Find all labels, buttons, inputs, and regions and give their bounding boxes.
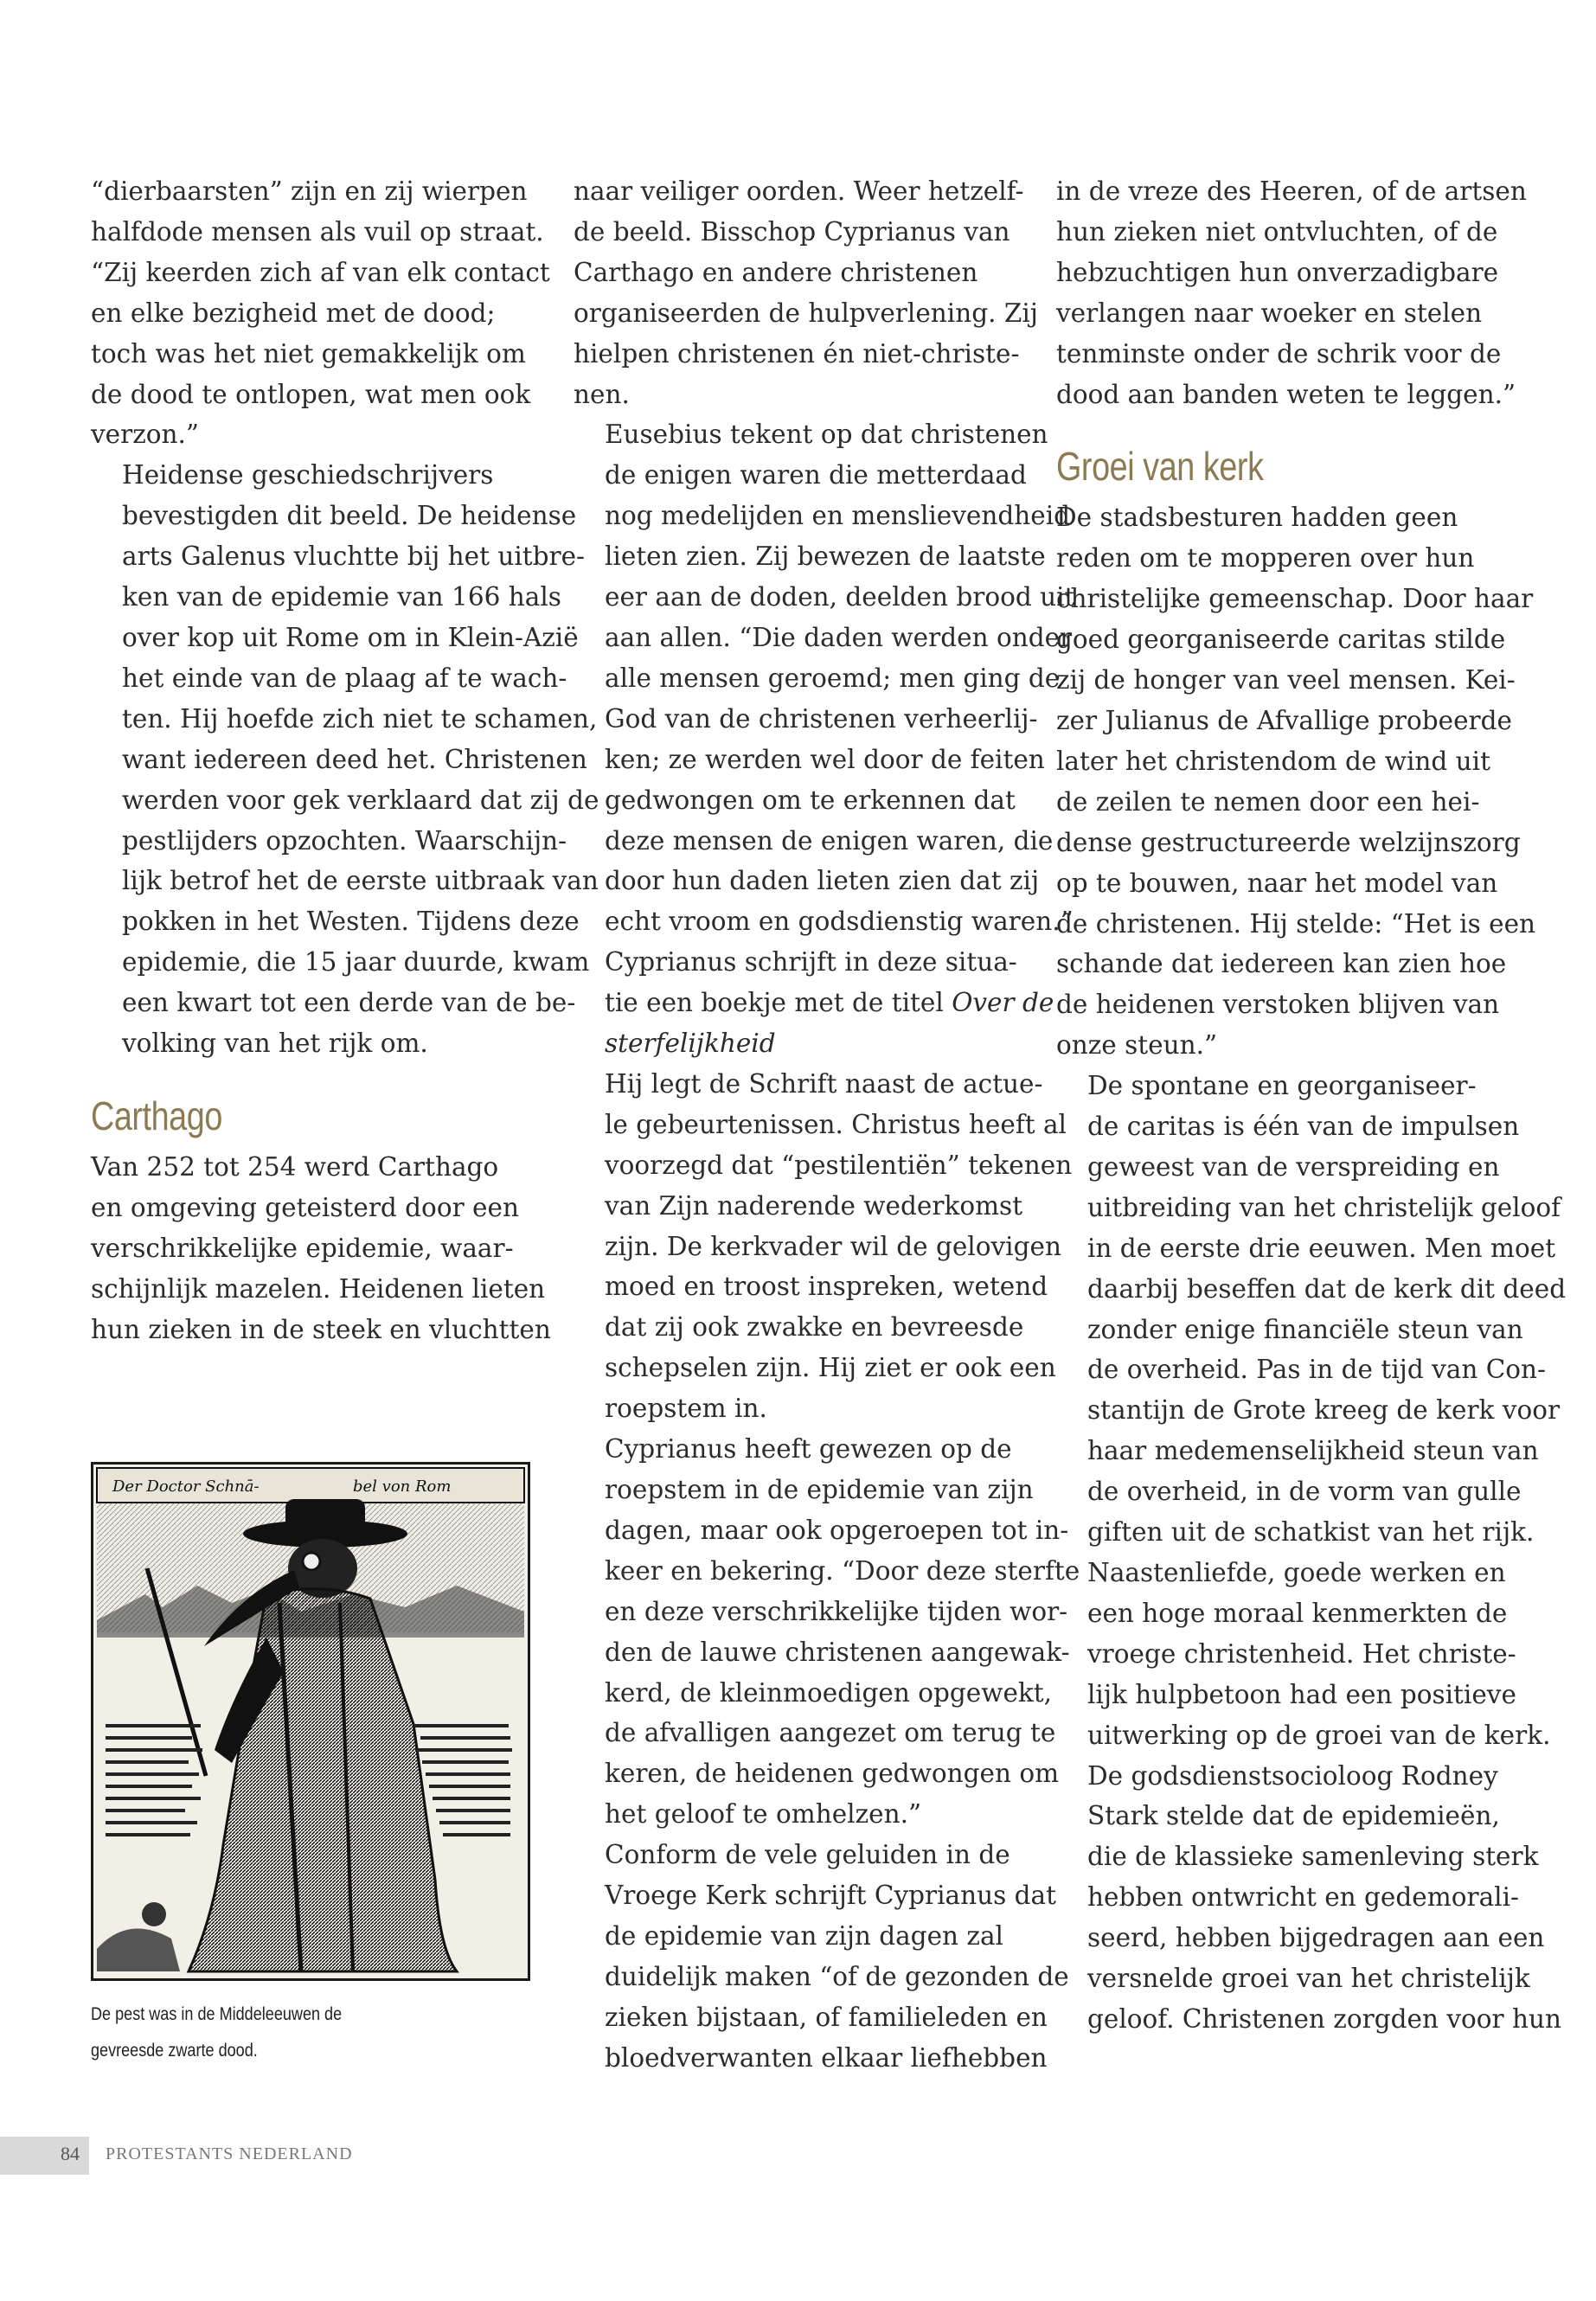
text-line: de christenen. Hij stelde: “Het is een	[1056, 908, 1536, 939]
text-line: organiseerden de hulpverlening. Zij	[574, 298, 1038, 328]
text-line: hebzuchtigen hun onverzadigbare	[1056, 257, 1499, 287]
text-line: De stadsbesturen hadden geen	[1056, 503, 1458, 533]
text-line: uitwerking op de groei van de kerk.	[1087, 1720, 1551, 1750]
paragraph	[91, 1147, 551, 1350]
text-line: de dood te ontlopen, wat men ook	[91, 379, 531, 409]
text-line: de heidenen verstoken blijven van	[1056, 990, 1500, 1020]
text-line: de epidemie van zijn dagen zal	[605, 1920, 1003, 1951]
text-line: moed en troost inspreken, wetend	[605, 1272, 1048, 1302]
text-line: epidemie, die 15 jaar duurde, kwam	[122, 947, 590, 977]
text-line: pokken in het Westen. Tijdens deze	[122, 907, 580, 937]
text-line: en elke bezigheid met de dood;	[91, 298, 496, 328]
book-title: Over de	[952, 988, 1054, 1018]
text-line: verzon.”	[91, 420, 199, 450]
text-line: verschrikkelijke epidemie, waar-	[91, 1233, 514, 1263]
text-line: De godsdienstsocioloog Rodney	[1087, 1760, 1498, 1791]
text-line: den de lauwe christenen aangewak-	[605, 1637, 1070, 1667]
paragraph	[574, 942, 1054, 1064]
publication-name: PROTESTANTS NEDERLAND	[106, 2144, 353, 2163]
text-line: over kop uit Rome om in Klein-Azië	[122, 622, 579, 652]
text-line: reden om te mopperen over hun	[1056, 543, 1475, 574]
text-line: in de vreze des Heeren, of de artsen	[1056, 176, 1527, 206]
text-line: God van de christenen verheerlij-	[605, 703, 1038, 734]
paragraph	[574, 1429, 1080, 1835]
text-line: roepstem in.	[605, 1394, 767, 1424]
text-line: hun zieken in de steek en vluchtten	[91, 1314, 551, 1344]
text-line: bevestigden dit beeld. De heidense	[122, 501, 577, 531]
text-line: deze mensen de enigen waren, die	[605, 825, 1054, 856]
text-column-3	[1056, 171, 1567, 2040]
text-line: “dierbaarsten” zijn en zij wierpen	[91, 176, 528, 206]
paragraph	[1056, 497, 1536, 1066]
text-line: lijk hulpbetoon had een positieve	[1087, 1679, 1516, 1709]
text-line: goed georganiseerde caritas stilde	[1056, 625, 1506, 655]
text-line: en deze verschrikkelijke tijden wor-	[605, 1596, 1068, 1626]
text-line: versnelde groei van het christelijk	[1087, 1964, 1530, 1994]
text-line: de caritas is één van de impulsen	[1087, 1112, 1520, 1142]
text-line: keer en bekering. “Door deze sterfte	[605, 1555, 1080, 1586]
text-line: bloedverwanten elkaar liefhebben	[605, 2042, 1048, 2073]
text-line: hebben ontwricht en gedemorali-	[1087, 1882, 1519, 1913]
text-line: daarbij beseffen dat de kerk dit deed	[1087, 1273, 1567, 1304]
text-line: zijn. De kerkvader wil de gelovigen	[605, 1231, 1061, 1261]
text-line: “Zij keerden zich af van elk contact	[91, 257, 550, 287]
text-line: halfdode mensen als vuil op straat.	[91, 216, 544, 247]
text-line: christelijke gemeenschap. Door haar	[1056, 584, 1534, 614]
text-line: keren, de heidenen gedwongen om	[605, 1759, 1060, 1789]
text-line: Stark stelde dat de epidemieën,	[1087, 1801, 1500, 1831]
text-line: eer aan de doden, deelden brood uit	[605, 582, 1075, 612]
text-line: aan allen. “Die daden werden onder	[605, 622, 1073, 652]
text-line: zer Julianus de Afvallige probeerde	[1056, 705, 1512, 735]
paragraph	[574, 414, 1075, 942]
text-line: de enigen waren die metterdaad	[605, 460, 1027, 490]
text-line: schepselen zijn. Hij ziet er ook een	[605, 1353, 1056, 1383]
text-line: de afvalligen aangezet om terug te	[605, 1718, 1056, 1748]
text-line: hielpen christenen én niet-christe-	[574, 338, 1020, 369]
text-line: dat zij ook zwakke en bevreesde	[605, 1312, 1024, 1343]
text-line: le gebeurtenissen. Christus heeft al	[605, 1109, 1067, 1139]
caption-line: De pest was in de Middeleeuwen de	[91, 2004, 343, 2024]
text-line: Hij legt de Schrift naast de actue-	[605, 1068, 1043, 1099]
text-line: Van 252 tot 254 werd Carthago	[91, 1151, 499, 1182]
text-line: later het christendom de wind uit	[1056, 746, 1490, 776]
text-line: van Zijn naderende wederkomst	[605, 1190, 1023, 1221]
text-line: lieten zien. Zij bewezen de laatste	[605, 542, 1046, 572]
text-line: ken van de epidemie van 166 hals	[122, 582, 561, 612]
book-title: sterfelijkheid	[605, 1029, 776, 1059]
text-line: nog medelijden en menslievendheid	[605, 501, 1071, 531]
text-line: naar veiliger oorden. Weer hetzelf-	[574, 176, 1024, 206]
text-line: toch was het niet gemakkelijk om	[91, 338, 526, 369]
text-line: onze steun.”	[1056, 1030, 1218, 1061]
banner-right-text: bel von Rom	[353, 1477, 452, 1496]
figure-caption	[91, 1997, 478, 2069]
paragraph	[574, 1064, 1073, 1429]
text-line: voorzegd dat “pestilentiën” tekenen	[605, 1150, 1073, 1180]
paragraph	[91, 455, 599, 1064]
text-line: dense gestructureerde welzijnszorg	[1056, 827, 1521, 857]
text-line: kerd, de kleinmoedigen opgewekt,	[605, 1677, 1053, 1708]
text-line: tenminste onder de schrik voor de	[1056, 338, 1502, 369]
text-line: seerd, hebben bijgedragen aan een	[1087, 1923, 1545, 1953]
paragraph	[1056, 1553, 1561, 2040]
text-line: alle mensen geroemd; men ging de	[605, 663, 1061, 693]
text-line: ken; ze werden wel door de feiten	[605, 744, 1045, 774]
page-number: 84	[61, 2143, 80, 2164]
text-line: nen.	[574, 379, 630, 409]
text-line: Carthago en andere christenen	[574, 257, 978, 287]
text-line: het einde van de plaag af te wach-	[122, 663, 567, 693]
text-line: zij de honger van veel mensen. Kei-	[1056, 665, 1516, 695]
text-span: tie een boekje met de titel	[605, 988, 952, 1018]
text-line: Naastenliefde, goede werken en	[1087, 1558, 1506, 1587]
text-line: en omgeving geteisterd door een	[91, 1192, 519, 1222]
text-line: het geloof te omhelzen.”	[605, 1799, 922, 1830]
text-line: Heidense geschiedschrijvers	[122, 460, 494, 490]
text-line: pestlijders opzochten. Waarschijn-	[122, 825, 567, 856]
paragraph	[91, 171, 550, 455]
text-line: Eusebius tekent op dat christenen	[605, 420, 1048, 450]
text-line: zieken bijstaan, of familieleden en	[605, 2002, 1048, 2032]
text-line: dood aan banden weten te leggen.”	[1056, 379, 1516, 409]
paragraph	[1056, 1066, 1567, 1553]
text-line: de overheid. Pas in de tijd van Con-	[1087, 1355, 1547, 1385]
text-line: haar medemenselijkheid steun van	[1087, 1436, 1539, 1466]
text-line: zonder enige financiële steun van	[1087, 1314, 1523, 1344]
text-line: volking van het rijk om.	[122, 1029, 428, 1059]
text-line: die de klassieke samenleving sterk	[1087, 1842, 1539, 1872]
plague-doctor-engraving	[93, 1465, 528, 1978]
text-line: op te bouwen, naar het model van	[1056, 868, 1498, 898]
text-line: stantijn de Grote kreeg de kerk voor	[1087, 1395, 1561, 1426]
text-line: lijk betrof het de eerste uitbraak van	[122, 866, 599, 896]
text-line: duidelijk maken “of de gezonden de	[605, 1961, 1069, 1991]
paragraph	[574, 1835, 1069, 2078]
text-line: door hun daden lieten zien dat zij	[605, 866, 1040, 896]
section-heading-groei-van-kerk: Groei van kerk	[1056, 444, 1264, 490]
paragraph	[574, 171, 1038, 414]
section-heading-carthago: Carthago	[91, 1093, 222, 1138]
text-line: geloof. Christenen zorgden voor hun	[1087, 2003, 1561, 2034]
text-line: verlangen naar woeker en stelen	[1056, 298, 1483, 328]
text-line: geweest van de verspreiding en	[1087, 1151, 1500, 1182]
text-line: Cyprianus heeft gewezen op de	[605, 1434, 1012, 1465]
text-line: de overheid, in de vorm van gulle	[1087, 1477, 1522, 1507]
text-column-2	[574, 171, 1080, 2079]
text-line: dagen, maar ook opgeroepen tot in-	[605, 1515, 1069, 1545]
text-column-1	[91, 171, 599, 1349]
text-line: een kwart tot een derde van de be-	[122, 988, 576, 1018]
text-line: werden voor gek verklaard dat zij de	[122, 785, 599, 815]
banner-left-text: Der Doctor Schnā-	[112, 1477, 260, 1496]
text-line: vroege christenheid. Het christe-	[1087, 1638, 1516, 1669]
text-line: Vroege Kerk schrijft Cyprianus dat	[605, 1881, 1056, 1911]
text-line: want iedereen deed het. Christenen	[122, 744, 587, 774]
text-line: de zeilen te nemen door een hei-	[1056, 786, 1480, 817]
text-line: in de eerste drie eeuwen. Men moet	[1087, 1233, 1556, 1263]
text-line	[574, 1023, 1023, 1064]
paragraph	[1056, 171, 1527, 414]
text-line: De spontane en georganiseer-	[1087, 1071, 1477, 1101]
text-line: Conform de vele geluiden in de	[605, 1840, 1010, 1870]
text-line: een hoge moraal kenmerkten de	[1087, 1598, 1508, 1628]
text-line: schande dat iedereen kan zien hoe	[1056, 949, 1507, 979]
text-line: de beeld. Bisschop Cyprianus van	[574, 216, 1010, 247]
text-line: echt vroom en godsdienstig waren.”	[605, 907, 1074, 937]
text-line: uitbreiding van het christelijk geloof	[1087, 1192, 1561, 1222]
text-line: giften uit de schatkist van het rijk.	[1087, 1517, 1535, 1548]
text-line	[574, 983, 1054, 1023]
text-line: hun zieken niet ontvluchten, of de	[1056, 216, 1498, 247]
plague-doctor-illustration	[91, 1462, 530, 1981]
caption-line: gevreesde zwarte dood.	[91, 2041, 258, 2061]
text-line: roepstem in de epidemie van zijn	[605, 1475, 1034, 1504]
text-line: schijnlijk mazelen. Heidenen lieten	[91, 1273, 546, 1304]
text-line: arts Galenus vluchtte bij het uitbre-	[122, 542, 586, 572]
text-line: gedwongen om te erkennen dat	[605, 785, 1016, 815]
text-line: ten. Hij hoefde zich niet te schamen,	[122, 703, 598, 734]
text-line: Cyprianus schrijft in deze situa-	[605, 947, 1017, 977]
